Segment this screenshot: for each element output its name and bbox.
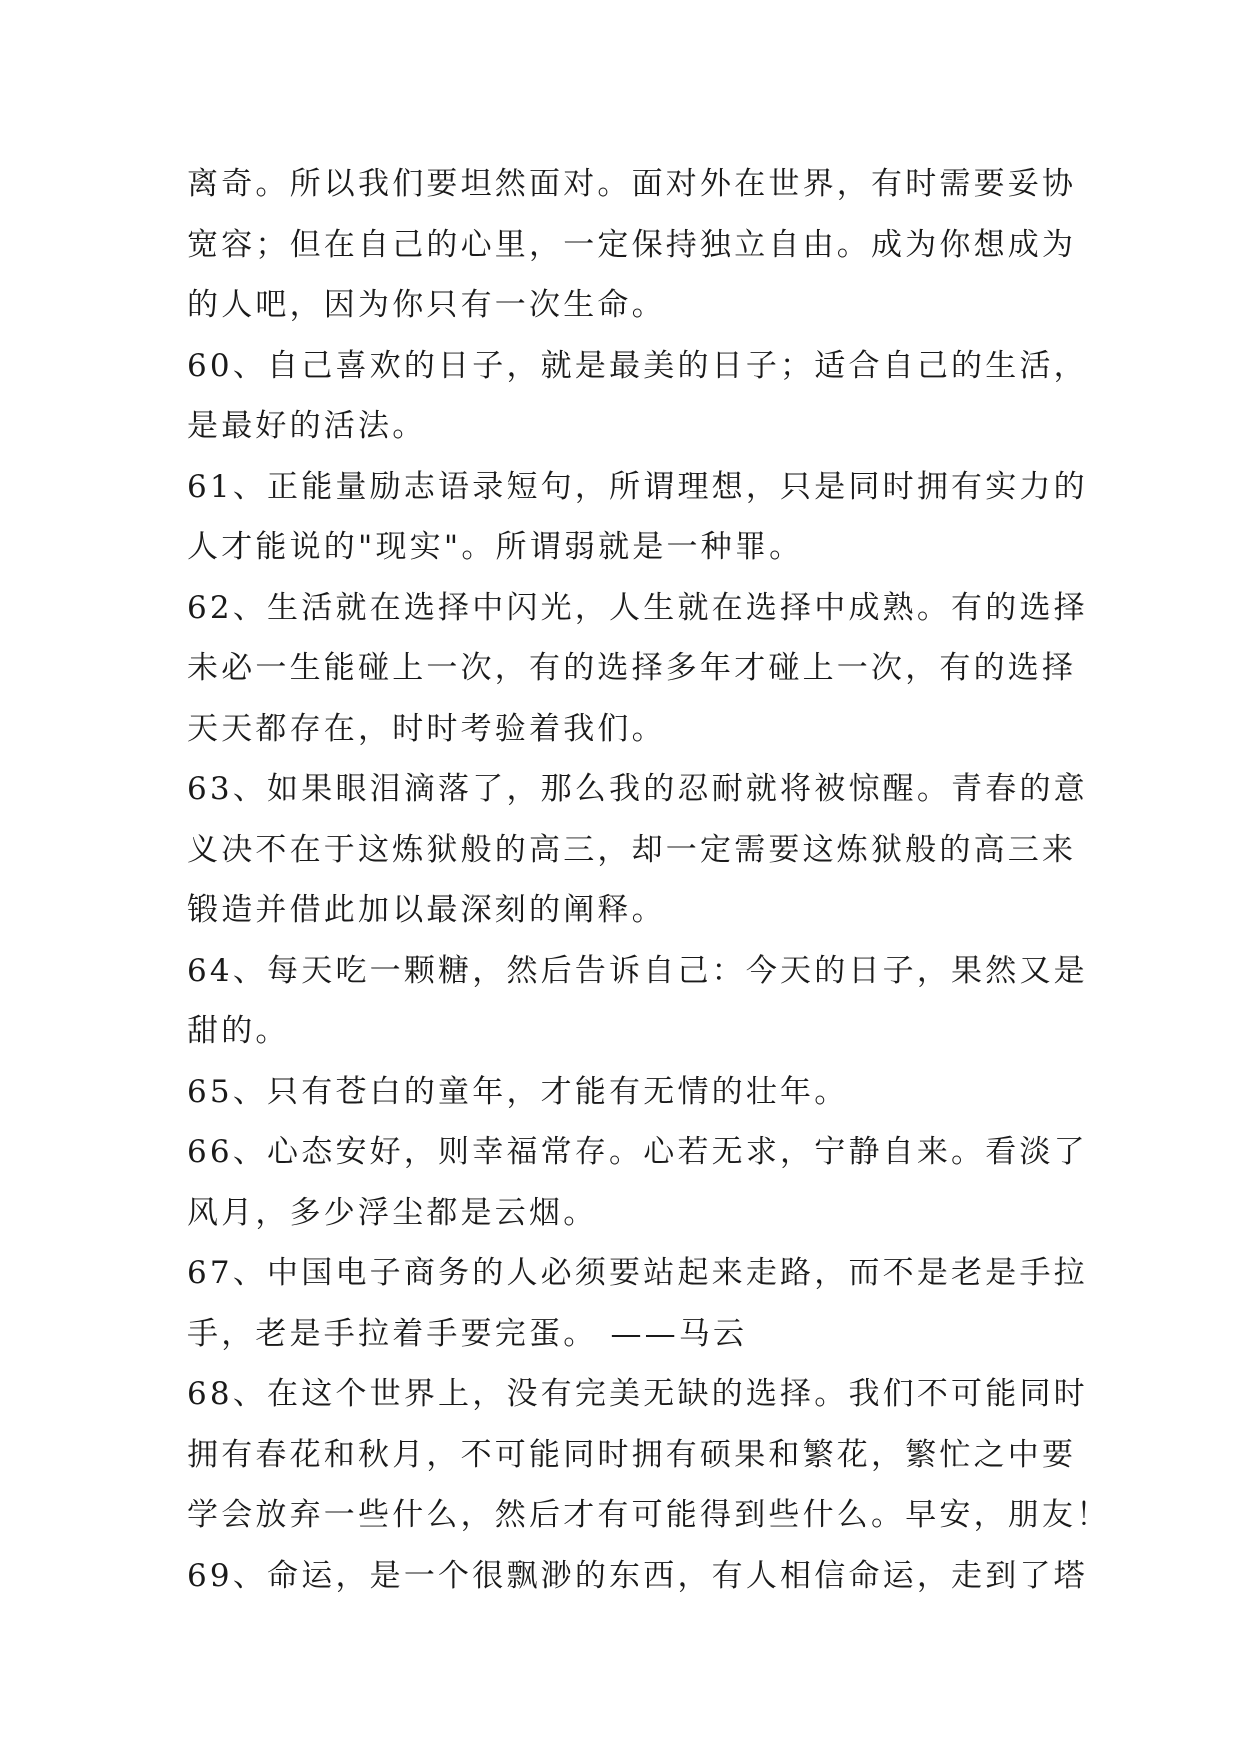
text-line: 未必一生能碰上一次，有的选择多年才碰上一次，有的选择: [187, 650, 1077, 686]
text-line: 甜的。: [187, 1013, 290, 1049]
text-line: 61、正能量励志语录短句，所谓理想，只是同时拥有实力的: [187, 468, 1088, 505]
text-line: 天天都存在，时时考验着我们。: [187, 710, 666, 747]
text-line: 63、如果眼泪滴落了，那么我的忍耐就将被惊醒。青春的意: [187, 771, 1088, 807]
text-line: 锻造并借此加以最深刻的阐释。: [187, 892, 666, 928]
text-line: 义决不在于这炼狱般的高三，却一定需要这炼狱般的高三来: [187, 831, 1077, 868]
text-line: 67、中国电子商务的人必须要站起来走路，而不是老是手拉: [187, 1255, 1088, 1291]
text-line: 60、自己喜欢的日子，就是最美的日子；适合自己的生活，: [187, 347, 1088, 384]
text-line: 是最好的活法。: [187, 408, 427, 444]
text-line: 66、心态安好，则幸福常存。心若无求，宁静自来。看淡了: [187, 1134, 1088, 1170]
text-line: 64、每天吃一颗糖，然后告诉自己：今天的日子，果然又是: [187, 952, 1088, 989]
text-line: 离奇。所以我们要坦然面对。面对外在世界，有时需要妥协: [187, 166, 1077, 202]
text-line: 65、只有苍白的童年，才能有无情的壮年。: [187, 1073, 849, 1110]
text-line: 69、命运，是一个很飘渺的东西，有人相信命运，走到了塔: [187, 1557, 1088, 1594]
text-line: 拥有春花和秋月，不可能同时拥有硕果和繁花，繁忙之中要: [187, 1436, 1077, 1473]
text-line: 风月，多少浮尘都是云烟。: [187, 1194, 598, 1231]
text-line: 62、生活就在选择中闪光，人生就在选择中成熟。有的选择: [187, 589, 1088, 626]
text-line: 68、在这个世界上，没有完美无缺的选择。我们不可能同时: [187, 1376, 1088, 1412]
text-line: 宽容；但在自己的心里，一定保持独立自由。成为你想成为: [187, 226, 1077, 263]
document-body: [187, 154, 1111, 1606]
text-line: 的人吧，因为你只有一次生命。: [187, 287, 666, 323]
text-line: 手，老是手拉着手要完蛋。 ——马云: [187, 1315, 748, 1352]
text-line: 人才能说的"现实"。所谓弱就是一种罪。: [187, 529, 804, 565]
text-line: 学会放弃一些什么，然后才有可能得到些什么。早安，朋友！: [187, 1497, 1111, 1533]
